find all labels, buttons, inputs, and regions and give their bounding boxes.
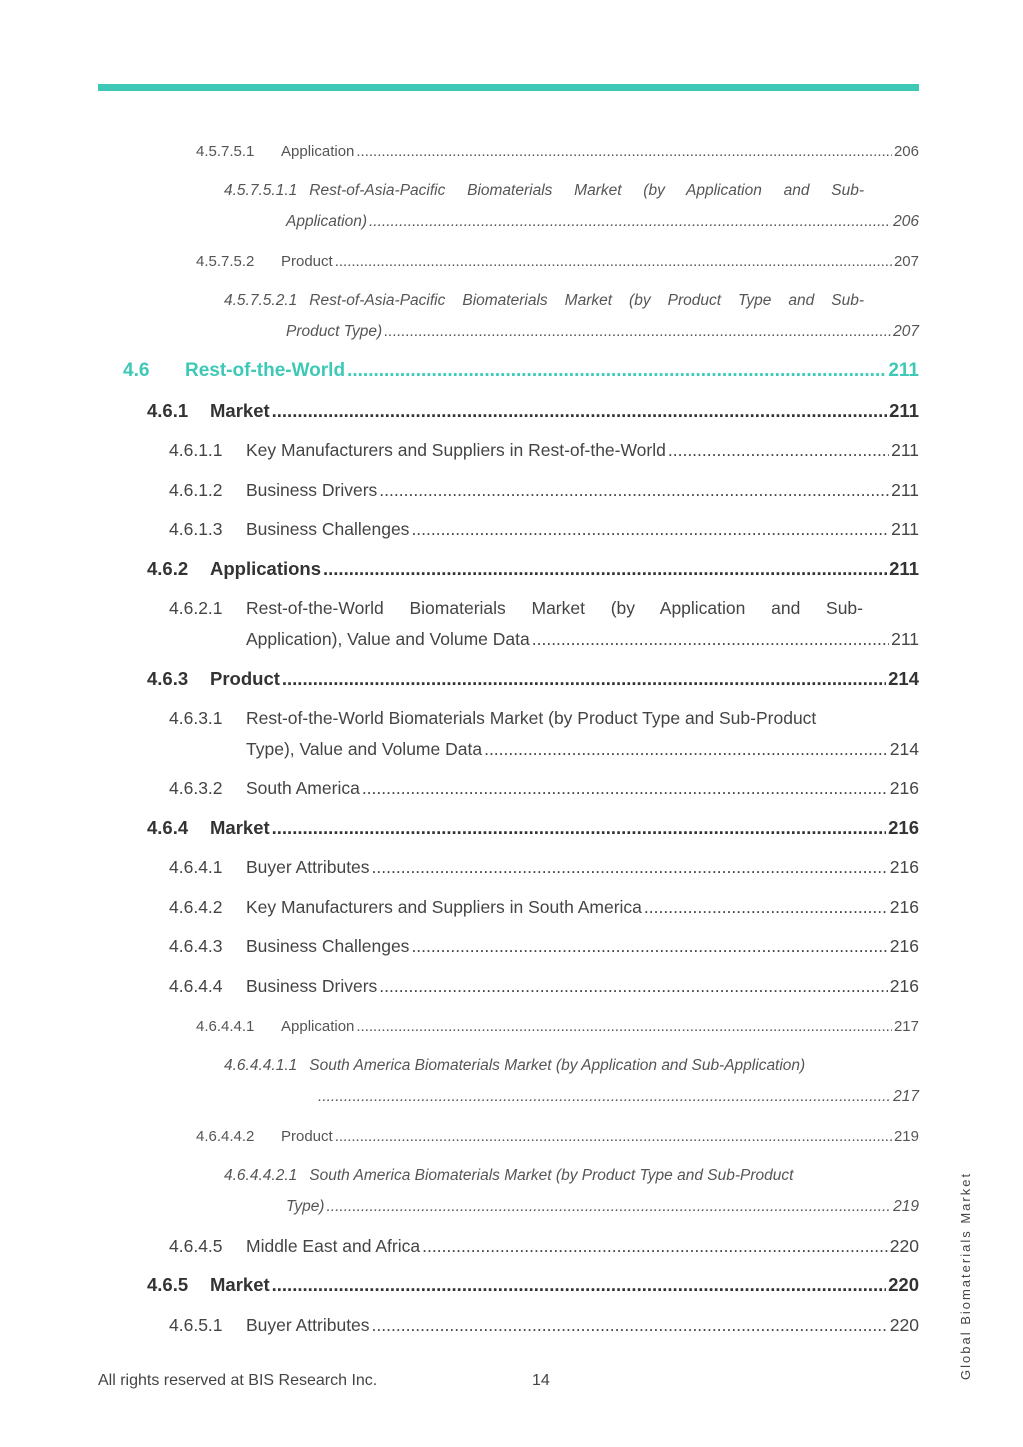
toc-number: 4.6.1 [147,400,189,421]
toc-entry[interactable] [169,1236,919,1257]
toc-leader [282,668,886,690]
toc-title: Rest-of-Asia-Pacific Biomaterials Market (by Application and Sub- [309,182,864,199]
toc-title: Rest-of-the-World [185,360,346,381]
toc-page: 207 [893,323,919,340]
toc-entry[interactable] [169,519,919,540]
toc-title: Business Drivers [246,976,378,996]
toc-page: 206 [893,213,919,230]
toc-entry-line1[interactable] [224,182,864,200]
toc-page: 220 [889,1315,919,1335]
toc-entry[interactable] [169,1315,919,1336]
toc-leader [326,1198,891,1216]
toc-leader [411,936,887,957]
toc-entry-line1[interactable] [224,1167,864,1185]
toc-title: Application [281,1018,355,1035]
toc-leader [644,897,888,918]
toc-title: Middle East and Africa [246,1236,421,1256]
toc-leader [356,1018,892,1035]
toc-title: Product [281,1128,333,1145]
toc-entry[interactable] [169,778,919,799]
toc-entry-subsection[interactable] [147,400,919,422]
toc-leader [318,1088,891,1106]
toc-entry[interactable] [196,1128,919,1145]
toc-leader [411,519,889,540]
toc-page: 211 [888,360,919,381]
toc-title: Rest-of-Asia-Pacific Biomaterials Market (by Product Type and Sub- [309,292,864,309]
toc-number: 4.6.2 [147,558,189,579]
toc-leader [372,857,888,878]
toc-number: 4.5.7.5.1.1 [224,182,298,199]
toc-entry-line2[interactable] [286,1198,919,1216]
toc-title: Key Manufacturers and Suppliers in Rest-of-the-World [246,440,666,460]
toc-number: 4.6 [123,360,150,381]
toc-title: South America Biomaterials Market (by Product Type and Sub-Product [309,1167,794,1184]
toc-number: 4.6.4.4.2 [196,1128,255,1145]
toc-entry[interactable] [169,440,919,461]
toc-entry-line1[interactable] [169,708,863,729]
toc-title: Key Manufacturers and Suppliers in South America [246,897,642,917]
toc-page: 217 [893,1018,919,1035]
toc-leader [335,253,892,270]
toc-leader [362,778,888,799]
toc-entry-subsection[interactable] [147,668,919,690]
toc-page: 214 [889,739,919,759]
toc-number: 4.6.1.1 [169,440,223,460]
toc-number: 4.6.4.4 [169,976,223,996]
toc-page: 220 [889,1236,919,1256]
toc-title: South America Biomaterials Market (by Application and Sub-Application) [309,1057,806,1074]
toc-title: Business Drivers [246,480,378,500]
toc-page: 216 [889,778,919,798]
toc-leader [323,558,887,580]
toc-title-cont: Product Type) [286,323,383,340]
toc-page: 219 [893,1128,919,1145]
toc-number: 4.6.2.1 [169,598,223,618]
toc-number: 4.5.7.5.2 [196,253,255,270]
toc-page: 211 [891,629,919,649]
toc-entry[interactable] [169,897,919,918]
toc-page: 211 [891,440,919,460]
toc-leader [347,360,886,382]
toc-number: 4.6.3.1 [169,708,223,728]
toc-title: Rest-of-the-World Biomaterials Market (by Application and Sub- [246,598,863,618]
toc-title: Product [210,668,280,689]
toc-leader [369,213,891,231]
toc-title: Business Challenges [246,936,410,956]
toc-leader [532,629,889,650]
toc-leader [422,1236,888,1257]
toc-title: Applications [210,558,322,579]
toc-entry-line2[interactable] [246,739,919,760]
toc-entry-line1[interactable] [224,292,864,310]
toc-entry-line2[interactable] [318,1088,919,1106]
toc-entry[interactable] [169,976,919,997]
toc-page: 207 [893,253,919,270]
toc-entry[interactable] [169,936,919,957]
toc-page: 217 [893,1088,919,1105]
toc-leader [384,323,891,341]
toc-number: 4.6.4.1 [169,857,223,877]
toc-page: 216 [888,817,919,838]
toc-page: 214 [888,668,919,689]
toc-entry-section[interactable] [123,360,919,382]
toc-number: 4.6.4.5 [169,1236,223,1256]
toc-entry-subsection[interactable] [147,1274,919,1296]
toc-title: Product [281,253,333,270]
toc-leader [335,1128,892,1145]
toc-entry[interactable] [196,1018,919,1035]
toc-number: 4.6.3.2 [169,778,223,798]
toc-title: Application [281,143,355,160]
toc-page: 211 [891,480,919,500]
toc-title-cont: Type), Value and Volume Data [246,739,483,759]
toc-entry[interactable] [169,480,919,501]
toc-page: 220 [888,1274,919,1295]
toc-title-cont: Application), Value and Volume Data [246,629,530,649]
toc-page: 219 [893,1198,919,1215]
toc-number: 4.5.7.5.2.1 [224,292,298,309]
footer-page-number: 14 [532,1372,550,1389]
toc-number: 4.6.4 [147,817,189,838]
toc-title-cont: Type) [286,1198,325,1215]
toc-leader [379,480,889,501]
toc-entry-line2[interactable] [286,213,919,231]
toc-number: 4.6.5.1 [169,1315,223,1335]
toc-entry-line2[interactable] [286,323,919,341]
toc-leader [372,1315,888,1336]
toc-number: 4.6.4.3 [169,936,223,956]
toc-entry-line1[interactable] [224,1057,864,1075]
header-rule [98,84,919,91]
toc-title: Buyer Attributes [246,1315,370,1335]
toc-page: 216 [889,976,919,996]
side-running-title: Global Biomaterials Market [958,1171,973,1380]
toc-number: 4.6.4.4.2.1 [224,1167,298,1184]
toc-title: South America [246,778,360,798]
toc-entry[interactable] [169,857,919,878]
toc-title: Buyer Attributes [246,857,370,877]
toc-title: Business Challenges [246,519,410,539]
toc-number: 4.6.5 [147,1274,189,1295]
toc-page: 211 [891,519,919,539]
toc-number: 4.6.3 [147,668,189,689]
toc-title: Rest-of-the-World Biomaterials Market (by Product Type and Sub-Product [246,708,817,728]
toc-number: 4.6.1.3 [169,519,223,539]
toc-number: 4.6.1.2 [169,480,223,500]
toc-title: Market [210,1274,270,1295]
toc-page: 216 [889,936,919,956]
toc-title: Market [210,817,270,838]
toc-page: 206 [893,143,919,160]
toc-number: 4.6.4.2 [169,897,223,917]
toc-leader [484,739,888,760]
toc-page: 211 [889,558,919,579]
toc-leader [668,440,889,461]
toc-page: 216 [889,897,919,917]
toc-title: Market [210,400,270,421]
toc-title-cont: Application) [286,213,367,230]
toc-leader [272,817,886,839]
toc-entry-subsection[interactable] [147,558,919,580]
toc-entry-line1[interactable] [169,598,863,619]
toc-page: 216 [889,857,919,877]
toc-entry[interactable] [196,143,919,160]
toc-entry[interactable] [196,253,919,270]
toc-leader [272,400,888,422]
toc-number: 4.6.4.4.1 [196,1018,255,1035]
toc-entry-subsection[interactable] [147,817,919,839]
toc-entry-line2[interactable] [246,629,919,650]
toc-page: 211 [889,400,919,421]
footer-copyright: All rights reserved at BIS Research Inc. [98,1372,378,1389]
toc-number: 4.5.7.5.1 [196,143,255,160]
toc-leader [356,143,892,160]
toc-number: 4.6.4.4.1.1 [224,1057,298,1074]
toc-leader [379,976,888,997]
toc-leader [272,1274,886,1296]
